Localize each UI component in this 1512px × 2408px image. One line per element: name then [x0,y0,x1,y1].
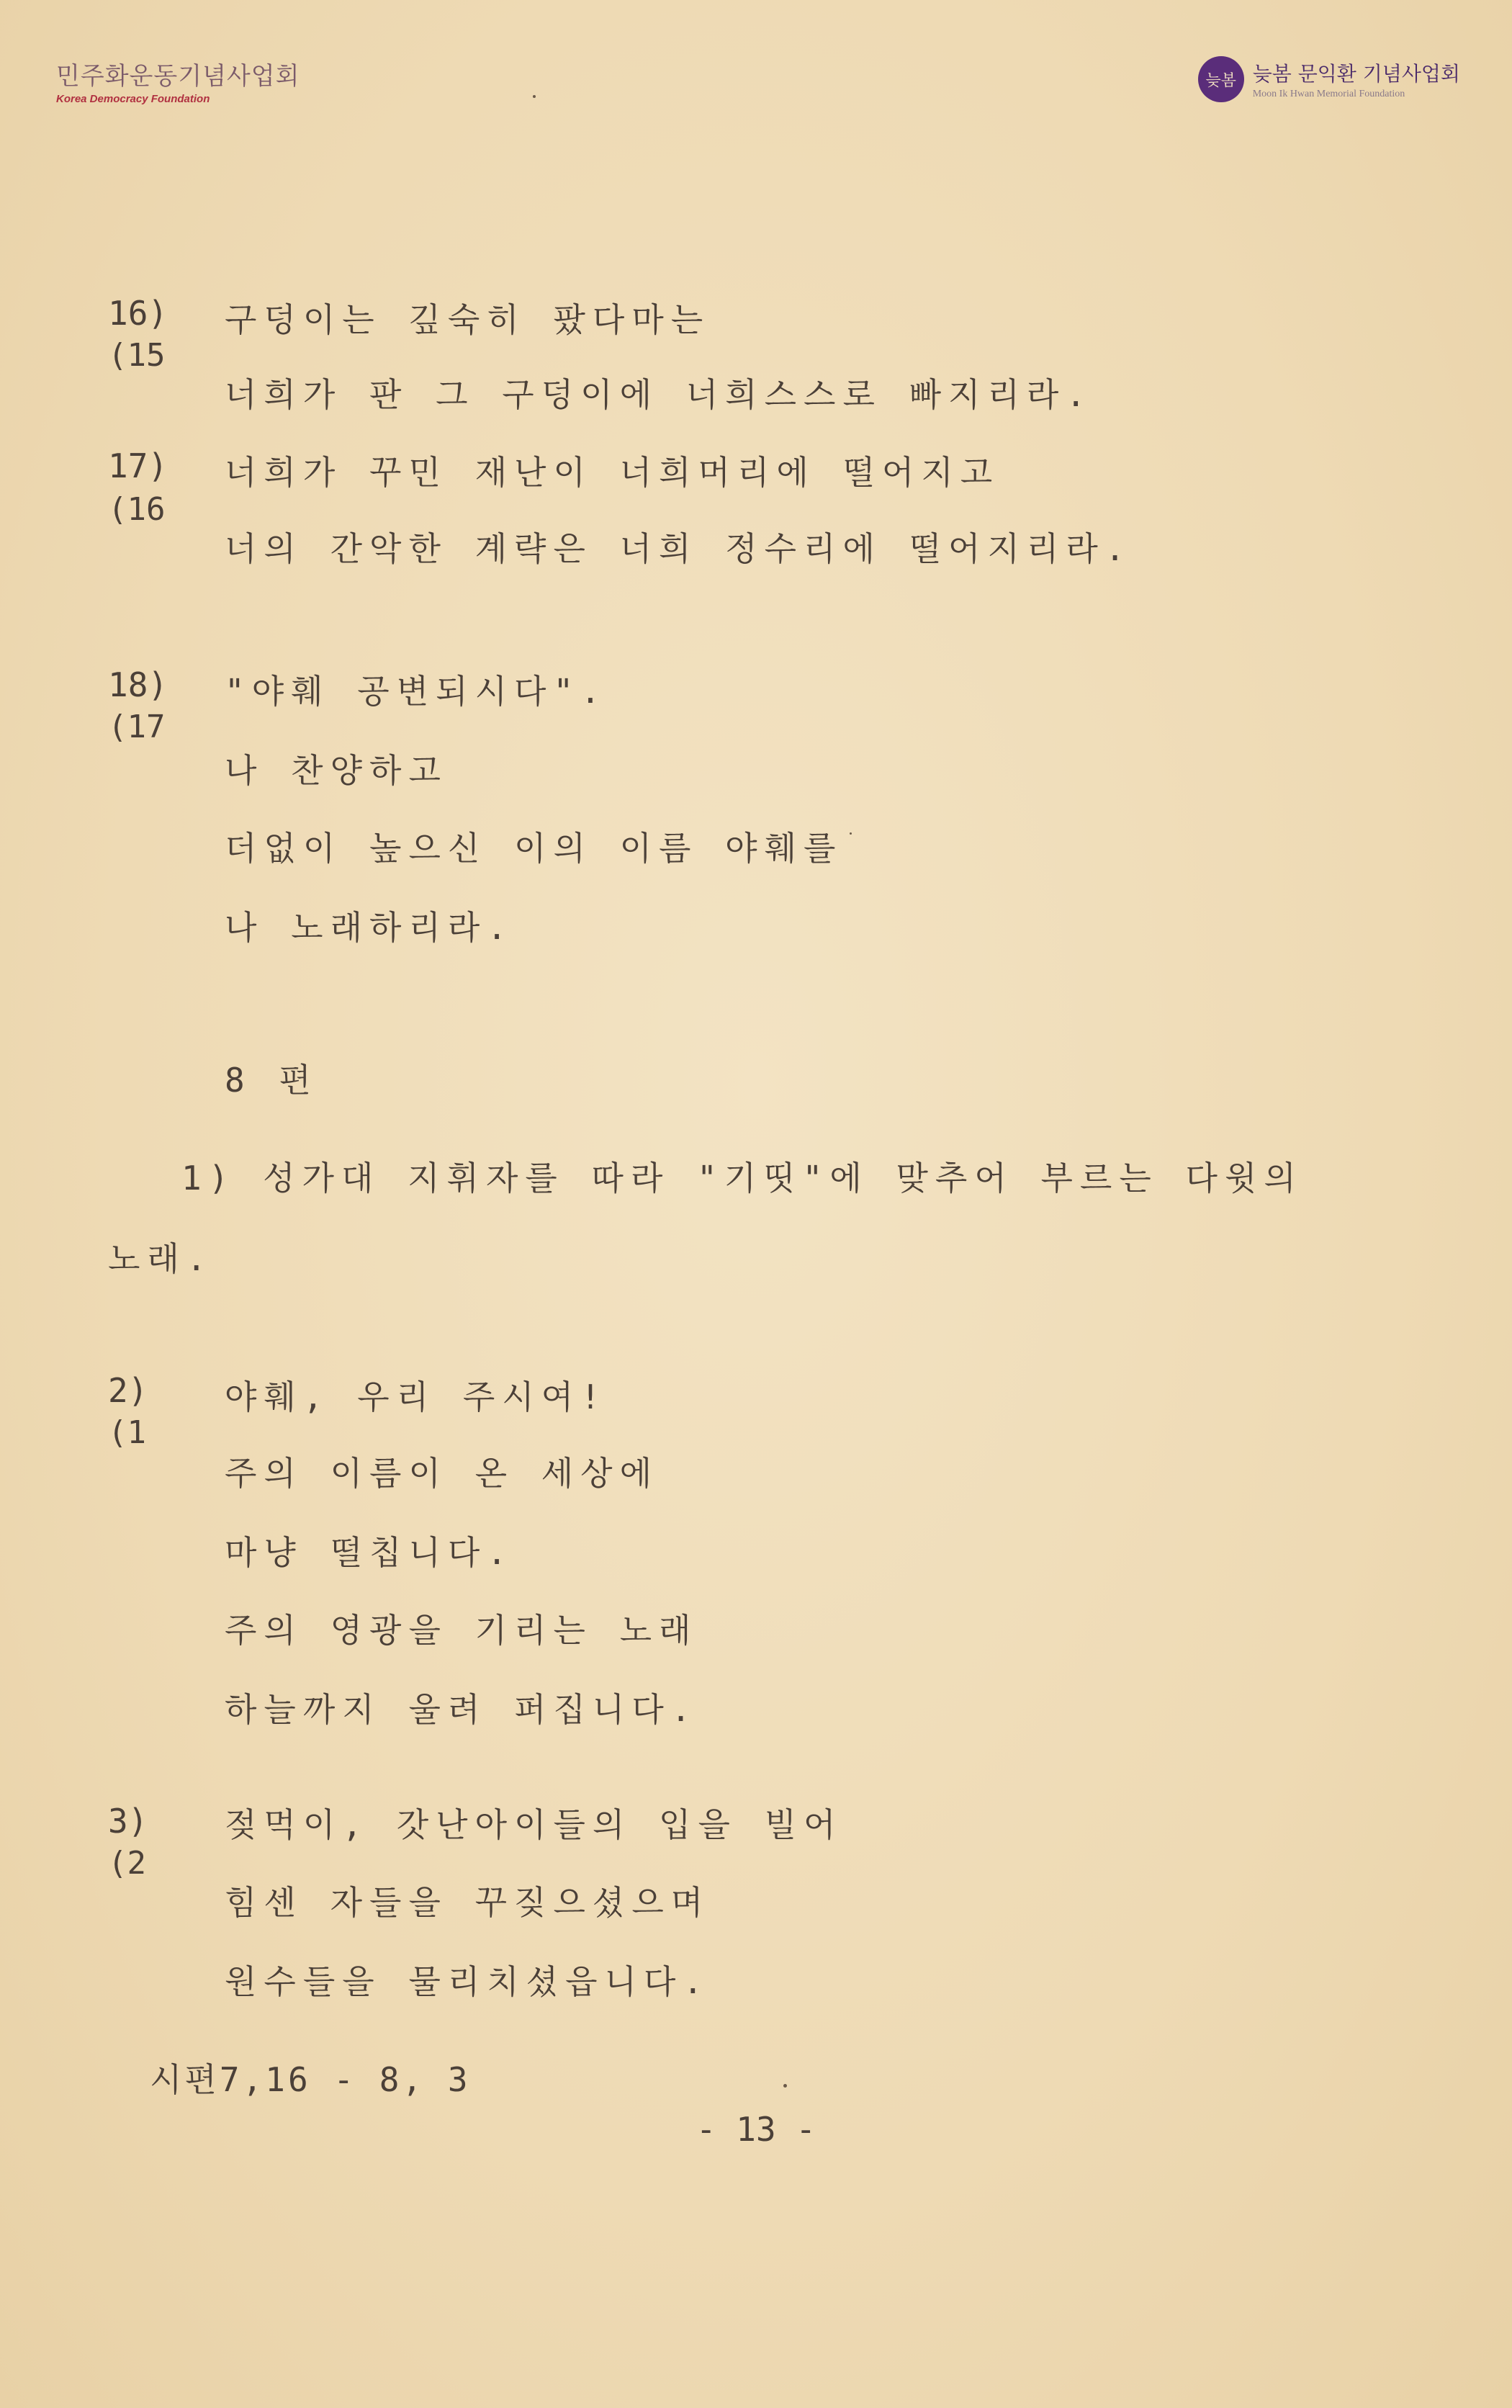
korea-democracy-foundation-logo [56,56,300,105]
verse-sub-number: (17 [108,709,166,745]
verse-line: 하늘까지 울려 퍼집니다. [225,1690,698,1729]
verse-sub-number: (1 [108,1414,146,1451]
verse-line: 너의 간악한 계략은 너희 정수리에 떨어지리라. [225,529,1133,568]
verse-line: 너희가 꾸민 재난이 너희머리에 떨어지고 [225,453,1000,492]
verse-number: 17) [108,446,168,485]
scripture-reference: 시편7,16 - 8, 3 [150,2060,471,2099]
verse-line: 구덩이는 깊숙히 팠다마는 [225,300,711,339]
page-number: - 13 - [696,2110,816,2149]
verse-number: 16) [108,294,168,333]
verse-line: 원수들을 물리치셨읍니다. [225,1962,711,2001]
verse-line: 너희가 판 그 구덩이에 너희스스로 빠지리라. [225,375,1094,414]
verse-sub-number: (2 [108,1845,146,1882]
verse-line: 야훼, 우리 주시여! [225,1378,608,1416]
verse-number: 18) [108,665,168,704]
verse-sub-number: (16 [108,491,166,528]
verse-sub-number: (15 [108,337,166,374]
paper-speck [783,2084,787,2088]
right-logo-korean: 늦봄 문익환 기념사업회 [1252,62,1460,86]
chapter-heading: 8 편 [225,1061,318,1100]
psalm-superscription: 1) 성가대 지휘자를 따라 "기띳"에 맞추어 부르는 다윗의 [181,1159,1303,1198]
verse-line: "야훼 공변되시다". [225,672,608,711]
verse-number: 2) [108,1371,148,1410]
foundation-emblem-icon: 늦봄 [1198,56,1244,102]
verse-line: 나 찬양하고 [225,751,448,790]
left-logo-english: Korea Democracy Foundation [56,93,210,105]
left-logo-korean: 민주화운동기념사업회 [56,62,300,91]
verse-line: 나 노래하리라. [225,908,515,947]
verse-line: 주의 이름이 온 세상에 [225,1454,660,1493]
verse-line: 젖먹이, 갓난아이들의 입을 빌어 [225,1805,843,1844]
verse-line: 힘센 자들을 꾸짖으셨으며 [225,1883,711,1922]
verse-line: 더없이 높으신 이의 이름 야훼를 [225,829,843,868]
moon-ik-hwan-foundation-logo [1198,56,1460,102]
psalm-superscription-end: 노래. [108,1239,214,1278]
verse-line: 주의 영광을 기리는 노래 [225,1611,698,1650]
verse-number: 3) [108,1802,148,1841]
right-logo-english: Moon Ik Hwan Memorial Foundation [1252,89,1405,99]
verse-line: 마냥 떨칩니다. [225,1533,515,1572]
paper-speck [533,95,536,98]
paper-speck [850,832,852,835]
